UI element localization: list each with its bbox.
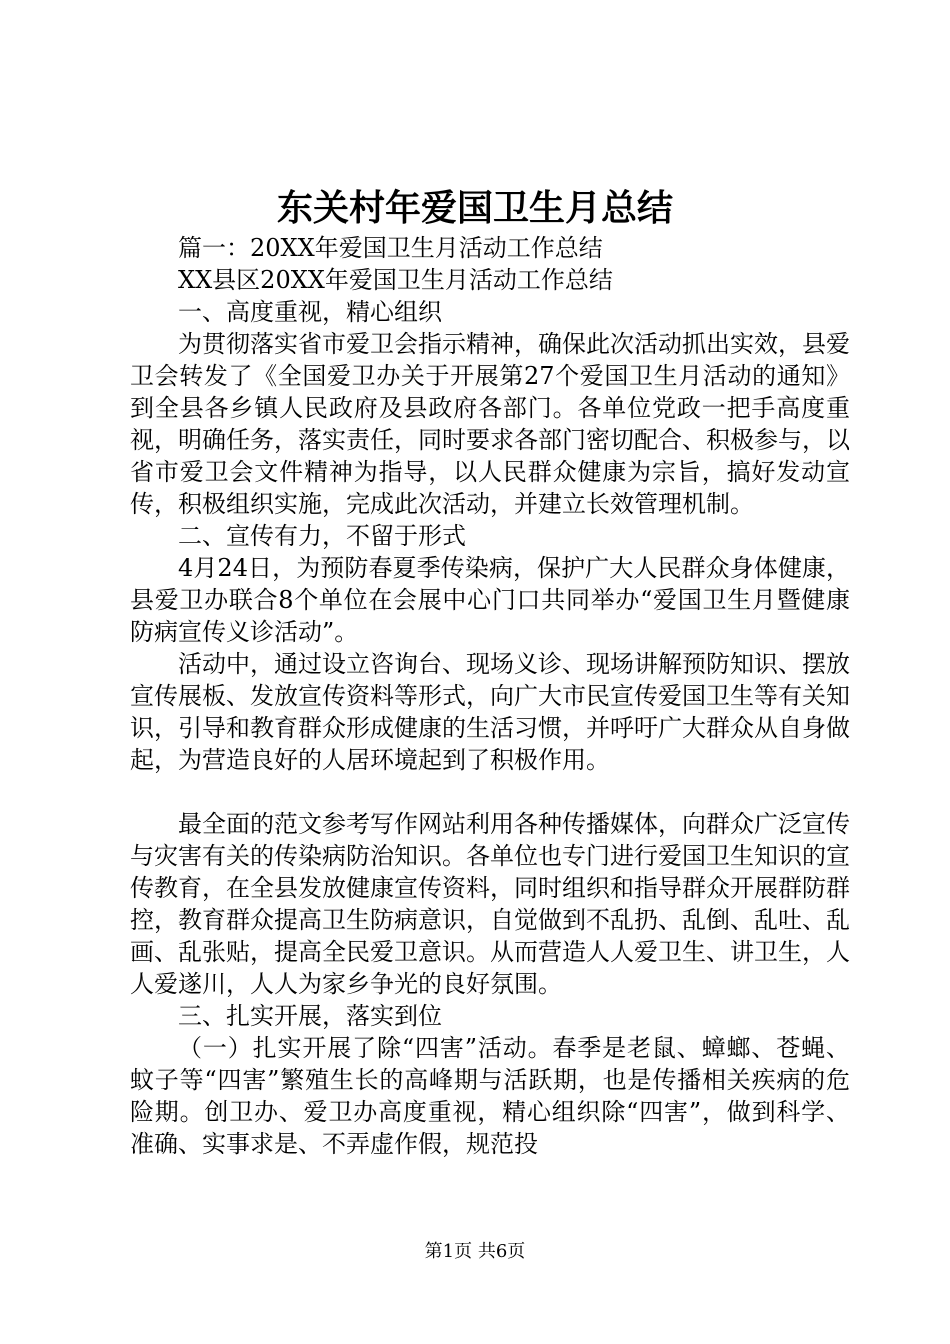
paragraph: XX县区20XX年爱国卫生月活动工作总结: [178, 266, 613, 294]
document-title: 东关村年爱国卫生月总结: [276, 187, 673, 229]
paragraph: 篇一：20XX年爱国卫生月活动工作总结: [178, 234, 603, 262]
paragraph: 活动中，通过设立咨询台、现场义诊、现场讲解预防知识、摆放宣传展板、发放宣传资料等形式，向广大市民宣传爱国卫生等有关知识，引导和教育群众形成健康的生活习惯，并呼吁广大群众从自身做起，为营造良好的人居环境起到了积极作用。: [130, 650, 850, 774]
paragraph: 最全面的范文参考写作网站利用各种传播媒体，向群众广泛宣传与灾害有关的传染病防治知识。各单位也专门进行爱国卫生知识的宣传教育，在全县发放健康宣传资料，同时组织和指导群众开展群防群控，教育群众提高卫生防病意识，自觉做到不乱扔、乱倒、乱吐、乱画、乱张贴，提高全民爱卫意识。从而营造人人爱卫生、讲卫生，人人爱遂川，人人为家乡争光的良好氛围。: [130, 810, 850, 998]
page-footer: 第1页 共6页: [424, 1241, 526, 1262]
paragraph: 为贯彻落实省市爱卫会指示精神，确保此次活动抓出实效，县爱卫会转发了《全国爱卫办关于开展第27个爱国卫生月活动的通知》到全县各乡镇人民政府及县政府各部门。各单位党政一把手高度重视，明确任务，落实责任，同时要求各部门密切配合、积极参与，以省市爱卫会文件精神为指导，以人民群众健康为宗旨，搞好发动宣传，积极组织实施，完成此次活动，并建立长效管理机制。: [130, 330, 850, 518]
section-heading: 二、宣传有力，不留于形式: [178, 522, 466, 550]
section-heading: 三、扎实开展，落实到位: [178, 1002, 442, 1030]
section-heading: 一、高度重视，精心组织: [178, 298, 442, 326]
paragraph: 4月24日，为预防春夏季传染病，保护广大人民群众身体健康，县爱卫办联合8个单位在会展中心门口共同举办“爱国卫生月暨健康防病宣传义诊活动”。: [130, 554, 850, 646]
document-body: [130, 232, 850, 1160]
paragraph: （一）扎实开展了除“四害”活动。春季是老鼠、蟑螂、苍蝇、蚊子等“四害”繁殖生长的高峰期与活跃期，也是传播相关疾病的危险期。创卫办、爱卫办高度重视，精心组织除“四害”，做到科学、准确、实事求是、不弄虚作假，规范投: [130, 1034, 850, 1158]
